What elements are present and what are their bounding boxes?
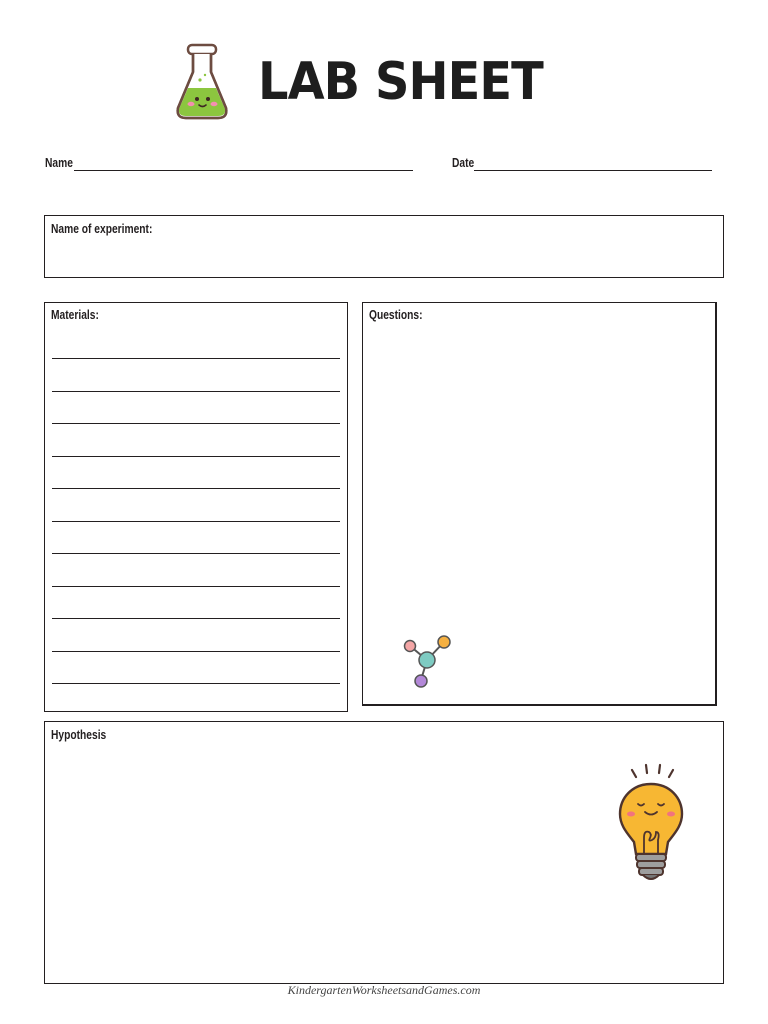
materials-line[interactable]: [52, 358, 340, 359]
hypothesis-label: Hypothesis: [51, 728, 107, 742]
questions-label: Questions:: [369, 308, 423, 322]
materials-line[interactable]: [52, 488, 340, 489]
materials-line[interactable]: [52, 456, 340, 457]
lightbulb-icon: [614, 762, 688, 886]
footer-site-name: KindergartenWorksheetsandGames.com: [287, 983, 481, 997]
name-field[interactable]: [74, 170, 413, 171]
name-label: Name: [45, 156, 73, 170]
page-title: LAB SHEET: [258, 52, 543, 112]
materials-line[interactable]: [52, 521, 340, 522]
materials-line[interactable]: [52, 683, 340, 684]
materials-line[interactable]: [52, 651, 340, 652]
materials-line[interactable]: [52, 423, 340, 424]
flask-icon: [174, 42, 232, 122]
materials-label: Materials:: [51, 308, 99, 322]
date-label: Date: [452, 156, 475, 170]
materials-line[interactable]: [52, 618, 340, 619]
materials-line[interactable]: [52, 391, 340, 392]
date-field[interactable]: [474, 170, 712, 171]
materials-line[interactable]: [52, 586, 340, 587]
materials-line[interactable]: [52, 553, 340, 554]
experiment-label: Name of experiment:: [51, 222, 153, 236]
molecule-icon: [400, 632, 456, 690]
